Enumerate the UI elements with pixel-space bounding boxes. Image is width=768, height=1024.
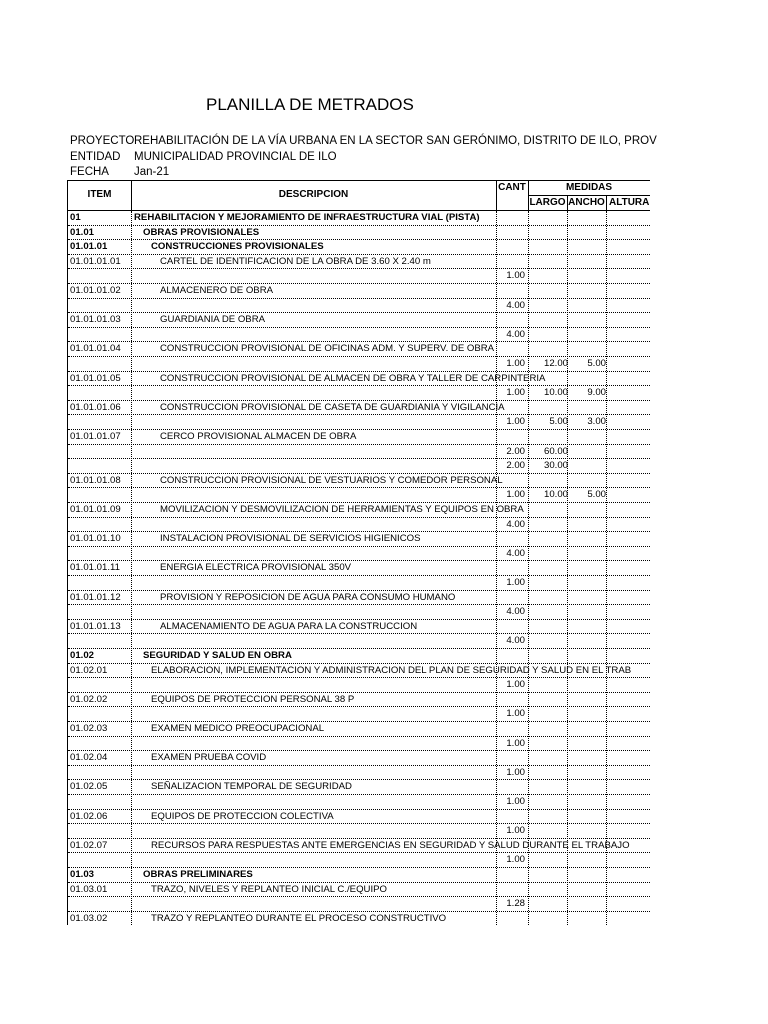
cant-value: 1.00 bbox=[506, 825, 525, 837]
item-code: 01.03 bbox=[70, 869, 95, 880]
table-row bbox=[68, 299, 650, 314]
item-code: 01.03.01 bbox=[70, 883, 108, 895]
item-code: 01.02.02 bbox=[70, 693, 108, 705]
header-col-border bbox=[606, 196, 607, 211]
item-code: 01.02.01 bbox=[70, 664, 108, 676]
cant-value: 1.00 bbox=[506, 708, 525, 720]
item-description: CONSTRUCCION PROVISIONAL DE CASETA DE GUARDIANIA Y VIGILANCIA bbox=[160, 401, 505, 413]
item-description: GUARDIANIA DE OBRA bbox=[160, 314, 266, 326]
table-row bbox=[68, 430, 650, 445]
item-code: 01.01.01.01 bbox=[70, 255, 121, 267]
cant-value: 4.00 bbox=[506, 518, 525, 530]
header-col-border bbox=[131, 181, 132, 211]
table-row bbox=[68, 488, 650, 503]
ancho-value: 5.00 bbox=[587, 358, 606, 369]
table-row bbox=[68, 912, 650, 925]
cant-value: 1.00 bbox=[506, 387, 525, 399]
item-description: RECURSOS PARA RESPUESTAS ANTE EMERGENCIAS EN SEGURIDAD Y SALUD DURANTE EL TRABAJO bbox=[151, 839, 630, 851]
largo-value: 5.00 bbox=[549, 416, 568, 428]
cant-value: 1.00 bbox=[506, 737, 525, 749]
ancho-value: 5.00 bbox=[587, 489, 606, 501]
item-code: 01.01.01.13 bbox=[70, 620, 121, 632]
largo-value: 30.00 bbox=[543, 460, 568, 472]
table-row bbox=[68, 634, 650, 649]
cant-value: 4.00 bbox=[506, 547, 525, 559]
cant-value: 4.00 bbox=[506, 606, 525, 618]
cant-value: 2.00 bbox=[506, 445, 525, 457]
item-code: 01.01.01.07 bbox=[70, 431, 121, 442]
ancho-value: 3.00 bbox=[587, 416, 606, 428]
header-col-border bbox=[528, 181, 529, 211]
header-item: ITEM bbox=[87, 189, 112, 200]
header-ancho: ANCHO bbox=[568, 197, 605, 208]
table-row bbox=[68, 620, 650, 635]
item-code: 01.02.06 bbox=[70, 810, 108, 822]
item-code: 01.01.01.05 bbox=[70, 372, 121, 384]
item-description: ALMACENERO DE OBRA bbox=[160, 285, 274, 296]
table-row bbox=[68, 240, 650, 255]
item-description: CONSTRUCCION PROVISIONAL DE OFICINAS ADM. Y SUPERV. DE OBRA bbox=[160, 343, 495, 355]
table-row bbox=[68, 401, 650, 416]
meta-value: MUNICIPALIDAD PROVINCIAL DE ILO bbox=[134, 151, 337, 163]
item-code: 01.01.01.06 bbox=[70, 401, 121, 413]
meta-value: REHABILITACIÓN DE LA VÍA URBANA EN LA SECTOR SAN GERÓNIMO, DISTRITO DE ILO, PROV bbox=[134, 135, 657, 147]
cant-value: 4.00 bbox=[506, 328, 525, 340]
cant-value: 1.00 bbox=[506, 679, 525, 691]
table-row bbox=[68, 313, 650, 328]
cant-value: 2.00 bbox=[506, 460, 525, 472]
header-largo: LARGO bbox=[529, 197, 566, 208]
cant-value: 1.00 bbox=[506, 854, 525, 866]
table-row bbox=[68, 503, 650, 518]
item-code: 01.02 bbox=[70, 650, 95, 661]
table-row bbox=[68, 561, 650, 576]
meta-entidad bbox=[70, 151, 337, 163]
item-description: CERCO PROVISIONAL ALMACEN DE OBRA bbox=[160, 431, 357, 442]
table-row bbox=[68, 211, 650, 226]
item-code: 01.01.01.11 bbox=[70, 562, 120, 574]
item-code: 01.01.01.02 bbox=[70, 285, 121, 296]
largo-value: 10.00 bbox=[543, 387, 568, 399]
table-row bbox=[68, 605, 650, 620]
item-code: 01.01.01.09 bbox=[70, 504, 121, 515]
table-row bbox=[68, 839, 650, 854]
item-code: 01 bbox=[70, 212, 81, 223]
meta-proyecto bbox=[70, 135, 657, 147]
cant-value: 1.00 bbox=[506, 489, 525, 501]
meta-fecha bbox=[70, 166, 169, 178]
header-cant: CANT bbox=[498, 182, 526, 193]
item-description: CONSTRUCCION PROVISIONAL DE VESTUARIOS Y COMEDOR PERSONAL bbox=[160, 474, 503, 486]
cant-value: 4.00 bbox=[506, 299, 525, 311]
ancho-value: 9.00 bbox=[587, 387, 606, 399]
table-row bbox=[68, 897, 650, 912]
item-code: 01.02.04 bbox=[70, 752, 108, 764]
item-code: 01.01.01.12 bbox=[70, 591, 121, 603]
table-row bbox=[68, 255, 650, 270]
table-row bbox=[68, 766, 650, 781]
cant-value: 1.00 bbox=[506, 766, 525, 778]
item-code: 01.01.01.10 bbox=[70, 533, 121, 545]
table-row bbox=[68, 780, 650, 795]
table-row bbox=[68, 474, 650, 489]
item-description: SEÑALIZACION TEMPORAL DE SEGURIDAD bbox=[151, 781, 352, 793]
item-description: CONSTRUCCION PROVISIONAL DE ALMACEN DE OBRA Y TALLER DE CARPINTERIA bbox=[160, 372, 546, 384]
table-row bbox=[68, 386, 650, 401]
item-description: MOVILIZACION Y DESMOVILIZACION DE HERRAMIENTAS Y EQUIPOS EN OBRA bbox=[160, 504, 524, 515]
item-description: ELABORACION, IMPLEMENTACION Y ADMINISTRACION DEL PLAN DE SEGURIDAD Y SALUD EN EL TRAB bbox=[151, 664, 632, 676]
item-description: ENERGIA ELECTRICA PROVISIONAL 350V bbox=[160, 562, 352, 574]
cant-value: 1.00 bbox=[506, 577, 525, 588]
header-altura: ALTURA bbox=[609, 197, 650, 208]
table-row bbox=[68, 751, 650, 766]
item-description: TRAZO, NIVELES Y REPLANTEO INICIAL C./EQUIPO bbox=[151, 883, 387, 895]
table-row bbox=[68, 518, 650, 533]
meta-label: ENTIDAD bbox=[70, 151, 121, 163]
largo-value: 12.00 bbox=[543, 358, 568, 369]
cant-value: 1.00 bbox=[506, 358, 525, 369]
header-medidas: MEDIDAS bbox=[565, 182, 613, 193]
table-row bbox=[68, 372, 650, 387]
item-description: TRAZO Y REPLANTEO DURANTE EL PROCESO CONSTRUCTIVO bbox=[151, 912, 447, 924]
header-col-border bbox=[496, 181, 497, 211]
header-divider bbox=[528, 195, 650, 196]
item-code: 01.03.02 bbox=[70, 912, 108, 924]
table-row bbox=[68, 810, 650, 825]
table-row bbox=[68, 342, 650, 357]
table-row bbox=[68, 591, 650, 606]
table-row bbox=[68, 269, 650, 284]
table-row bbox=[68, 226, 650, 241]
item-code: 01.01.01 bbox=[70, 241, 108, 253]
table-row bbox=[68, 357, 650, 372]
cant-value: 4.00 bbox=[506, 635, 525, 647]
item-description: SEGURIDAD Y SALUD EN OBRA bbox=[143, 650, 292, 661]
item-code: 01.01.01.04 bbox=[70, 343, 121, 355]
header-col-border bbox=[567, 196, 568, 211]
table-row bbox=[68, 883, 650, 898]
table-row bbox=[68, 415, 650, 430]
item-code: 01.01.01.08 bbox=[70, 474, 121, 486]
table-row bbox=[68, 737, 650, 752]
item-description: EXAMEN MEDICO PREOCUPACIONAL bbox=[151, 723, 325, 734]
table-row bbox=[68, 824, 650, 839]
item-description: EQUIPOS DE PROTECCION COLECTIVA bbox=[151, 810, 334, 822]
item-description: OBRAS PRELIMINARES bbox=[143, 869, 253, 880]
item-description: CARTEL DE IDENTIFICACION DE LA OBRA DE 3.60 X 2.40 m bbox=[160, 255, 431, 267]
metrados-table bbox=[67, 180, 650, 925]
table-row bbox=[68, 693, 650, 708]
table-row bbox=[68, 576, 650, 591]
table-row bbox=[68, 795, 650, 810]
item-code: 01.02.05 bbox=[70, 781, 108, 793]
item-description: OBRAS PROVISIONALES bbox=[143, 226, 260, 238]
table-row bbox=[68, 678, 650, 693]
table-row bbox=[68, 547, 650, 562]
cant-value: 1.00 bbox=[506, 270, 525, 282]
cant-value: 1.28 bbox=[506, 898, 525, 910]
item-code: 01.02.03 bbox=[70, 723, 108, 734]
table-row bbox=[68, 532, 650, 547]
table-row bbox=[68, 445, 650, 460]
cant-value: 1.00 bbox=[506, 416, 525, 428]
page-title: PLANILLA DE METRADOS bbox=[206, 95, 414, 114]
meta-value: Jan-21 bbox=[134, 166, 170, 178]
item-description: REHABILITACION Y MEJORAMIENTO DE INFRAESTRUCTURA VIAL (PISTA) bbox=[134, 212, 480, 223]
header-descripcion: DESCRIPCION bbox=[278, 189, 349, 200]
table-row bbox=[68, 649, 650, 664]
item-description: ALMACENAMIENTO DE AGUA PARA LA CONSTRUCCION bbox=[160, 620, 418, 632]
meta-label: PROYECTO bbox=[70, 135, 135, 147]
item-description: EQUIPOS DE PROTECCION PERSONAL 38 P bbox=[151, 693, 355, 705]
largo-value: 10.00 bbox=[543, 489, 568, 501]
table-row bbox=[68, 664, 650, 679]
cant-value: 1.00 bbox=[506, 796, 525, 807]
table-row bbox=[68, 284, 650, 299]
item-code: 01.02.07 bbox=[70, 839, 108, 851]
item-description: CONSTRUCCIONES PROVISIONALES bbox=[151, 241, 324, 253]
largo-value: 60.00 bbox=[543, 445, 568, 457]
meta-label: FECHA bbox=[70, 166, 109, 178]
table-row bbox=[68, 328, 650, 343]
item-description: INSTALACION PROVISIONAL DE SERVICIOS HIGIENICOS bbox=[160, 533, 421, 545]
table-row bbox=[68, 722, 650, 737]
table-row bbox=[68, 853, 650, 868]
item-code: 01.01.01.03 bbox=[70, 314, 121, 326]
table-row bbox=[68, 459, 650, 474]
table-row bbox=[68, 707, 650, 722]
item-code: 01.01 bbox=[70, 226, 95, 238]
item-description: PROVISION Y REPOSICION DE AGUA PARA CONSUMO HUMANO bbox=[160, 591, 456, 603]
item-description: EXAMEN PRUEBA COVID bbox=[151, 752, 267, 764]
table-row bbox=[68, 868, 650, 883]
